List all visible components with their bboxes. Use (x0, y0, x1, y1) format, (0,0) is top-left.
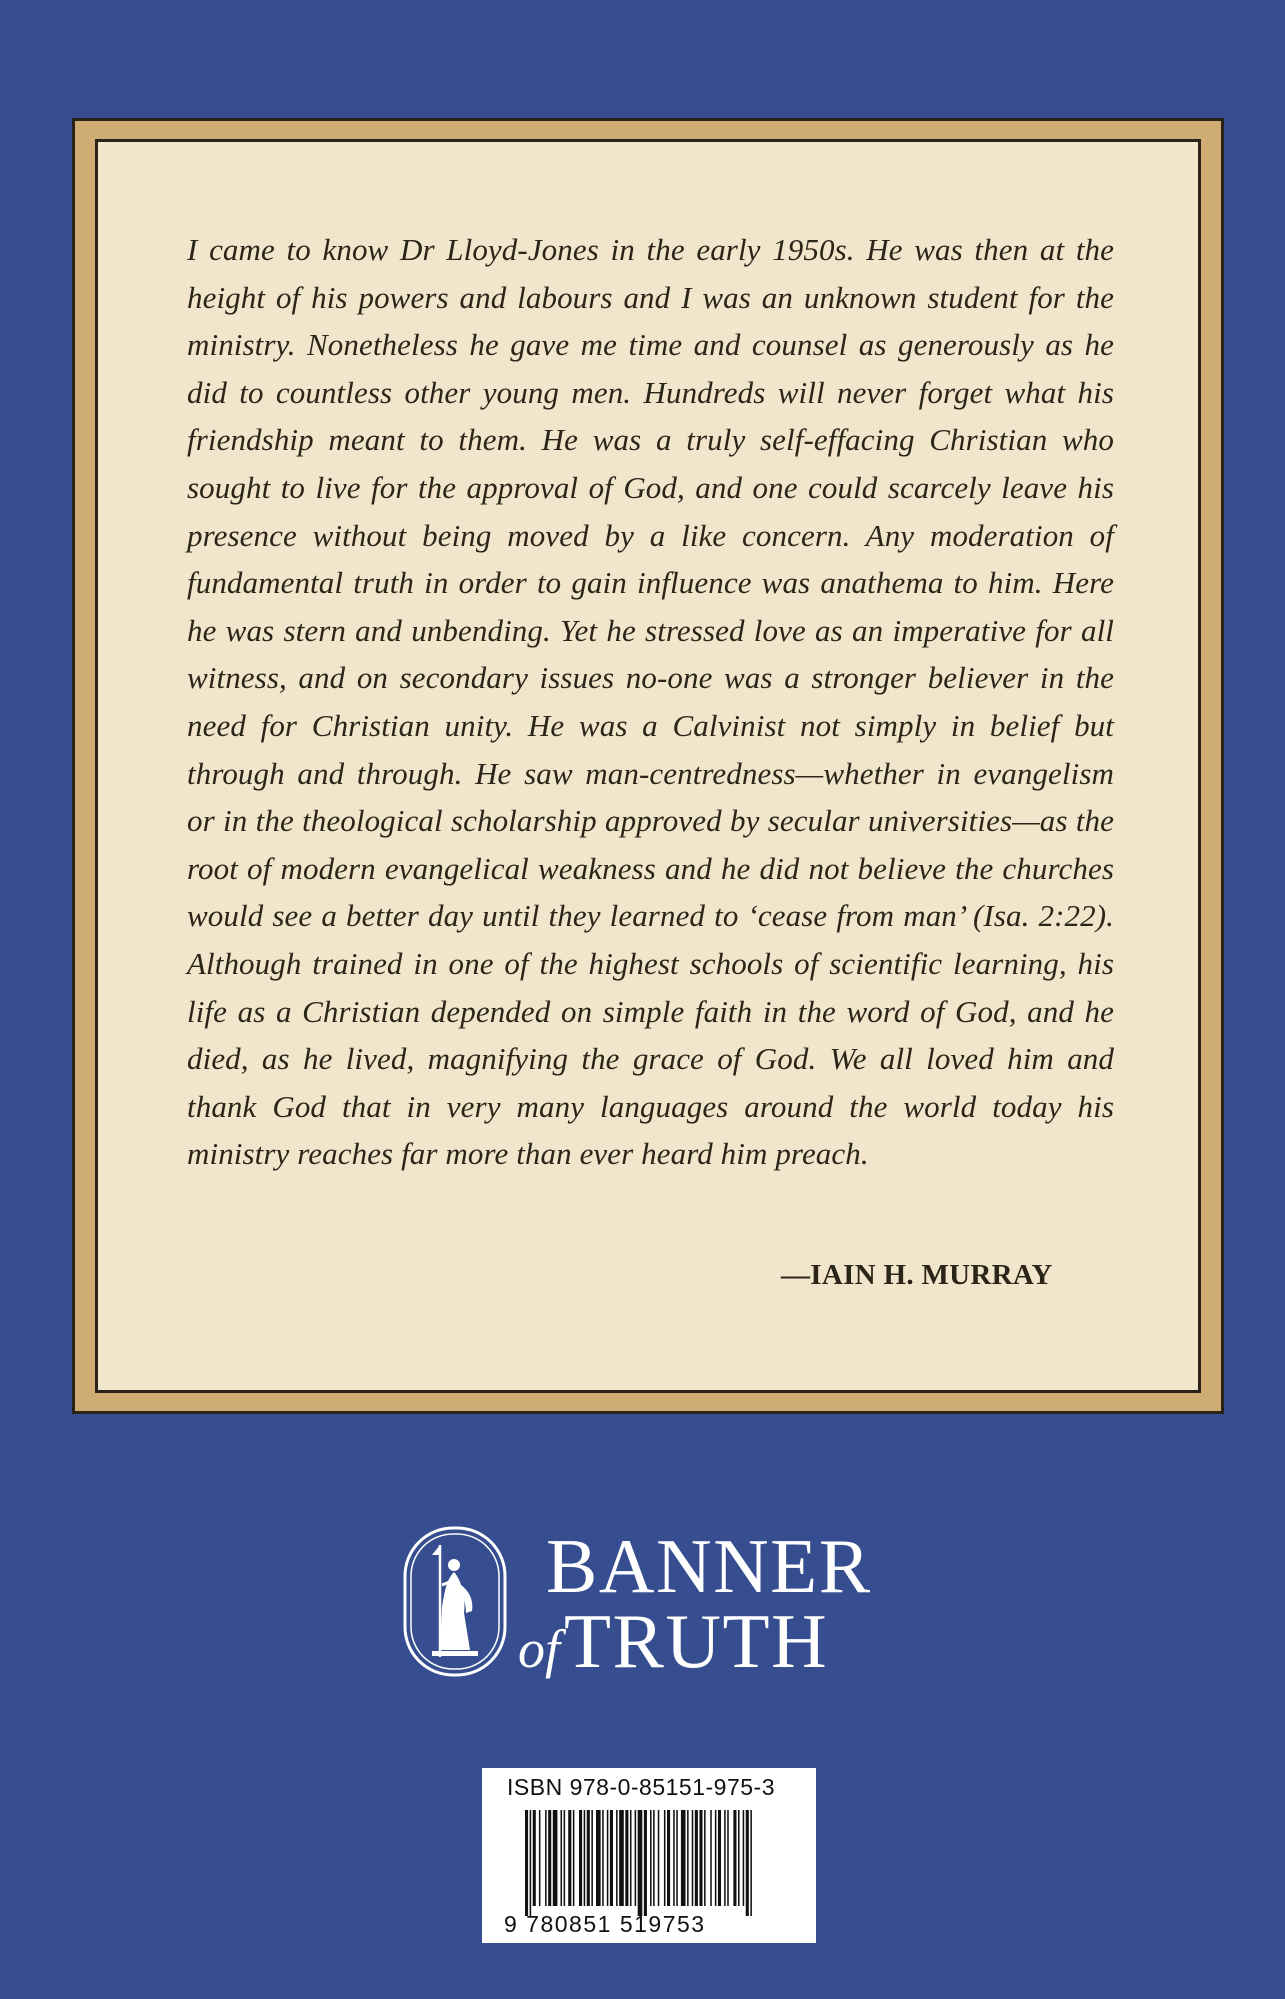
barcode-bar (658, 1810, 660, 1906)
barcode-bar (750, 1810, 752, 1916)
barcode-bars (525, 1810, 755, 1916)
barcode-digits: 9 780851 519753 (504, 1911, 706, 1937)
barcode-bar (727, 1810, 729, 1906)
barcode-bar (539, 1810, 541, 1906)
barcode-bar (545, 1810, 547, 1906)
barcode-bar (610, 1810, 613, 1906)
barcode-bar (724, 1810, 726, 1906)
barcode-bar (681, 1810, 686, 1906)
barcode-bar (596, 1810, 601, 1906)
barcode-bar (525, 1810, 528, 1916)
barcode-bar (692, 1810, 694, 1906)
barcode-bar (710, 1810, 712, 1906)
barcode-bar (553, 1810, 558, 1906)
barcode-bar (607, 1810, 609, 1906)
barcode-bar (664, 1810, 666, 1906)
quote-panel (95, 139, 1201, 1393)
quote-panel-frame (72, 118, 1224, 1414)
barcode-bar (602, 1810, 604, 1906)
barcode-bar (687, 1810, 689, 1906)
barcode-bar (587, 1810, 590, 1906)
banner-figure-icon (402, 1525, 508, 1678)
barcode-bar (704, 1810, 706, 1906)
barcode-bar (568, 1810, 571, 1906)
isbn-label: ISBN 978-0-85151-975-3 (507, 1774, 775, 1800)
barcode-bar (743, 1810, 745, 1906)
quote-attribution: —IAIN H. MURRAY (781, 1259, 1053, 1291)
barcode-bar (625, 1810, 628, 1906)
publisher-name-truth: TRUTH (564, 1598, 829, 1684)
barcode-bar (695, 1810, 698, 1906)
publisher-name-line2 (518, 1600, 828, 1704)
barcode-bar (650, 1810, 652, 1906)
barcode-bar (591, 1810, 593, 1906)
endorsement-quote: I came to know Dr Lloyd-Jones in the early 1950s. He was then at the height of his powers and labours and I was an unknown student for the ministry. Nonetheless he gave me time and counsel as generously as he did to countless other young men. Hundreds will never forget what his friendship meant to them. He was a truly self-effacing Christian who sought to live for the approval of God, and one could scarcely leave his presence without being moved by a like concern. Any moderation of fundamental truth in order to gain influence was anathema to him. Here he was stern and unbending. Yet he stressed love as an imperative for all witness, and on secondary issues no-one was a stronger believer in the need for Christian unity. He was a Calvinist not simply in belief but through and through. He saw man-centredness—whether in evangelism or in the theological scholarship approved by secular universities—as the root of modern evangelical weakness and he did not believe the churches would see a better day until they learned to ‘cease from man’ (Isa. 2:22). Although trained in one of the highest schools of scientific learning, his life as a Christian depended on simple faith in the word of God, and he died, as he lived, magnifying the grace of God. We all loved him and thank God that in very many languages around the world today his ministry reaches far more than ever heard him preach. (187, 232, 1114, 1172)
barcode-bar (667, 1810, 670, 1906)
barcode-bar (561, 1810, 563, 1906)
barcode-bar (718, 1810, 721, 1906)
publisher-name-of: of (518, 1619, 561, 1679)
barcode-bar (733, 1810, 736, 1906)
barcode-bar (564, 1810, 566, 1906)
isbn-barcode (482, 1768, 816, 1943)
barcode-bar (715, 1810, 717, 1906)
barcode-bar (699, 1810, 702, 1906)
barcode-bar (673, 1810, 675, 1906)
barcode-bar (548, 1810, 551, 1906)
barcode-bar (638, 1810, 643, 1916)
barcode-bar (630, 1810, 632, 1906)
barcode-bar (584, 1810, 586, 1906)
publisher-name-line1: BANNER (546, 1523, 872, 1609)
barcode-bar (635, 1810, 637, 1906)
barcode-bar (573, 1810, 575, 1906)
barcode-bar (644, 1810, 647, 1916)
barcode-bar (579, 1810, 582, 1906)
barcode-bar (746, 1810, 749, 1916)
barcode-bar (676, 1810, 678, 1906)
barcode-bar (653, 1810, 655, 1906)
barcode-bar (619, 1810, 624, 1906)
barcode-bar (533, 1810, 536, 1906)
barcode-bar (616, 1810, 618, 1906)
barcode-bar (530, 1810, 532, 1916)
barcode-bar (738, 1810, 740, 1906)
